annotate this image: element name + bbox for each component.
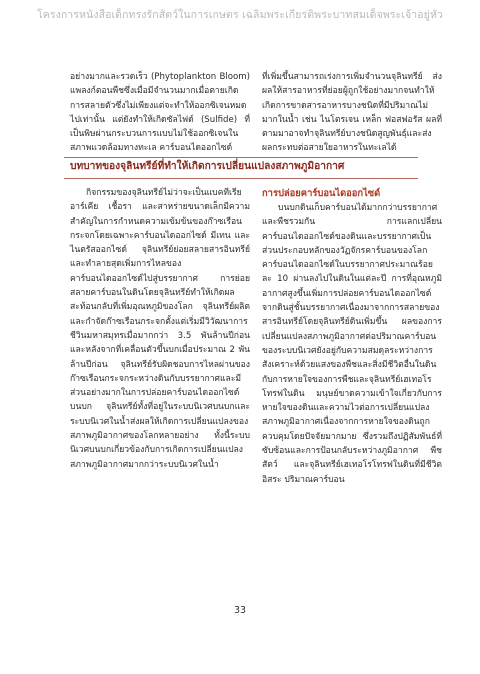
running-header: โครงการหนังสือเด็กทรงรักสัตว์ในการเกษตร เฉลิมพระเกียรติพระบาทสมเด็จพระเจ้าอยู่หัว — [37, 9, 443, 21]
paragraph: ที่เพิ่มขึ้นสามารถเร่งการเพิ่มจำนวนจุลินทรีย์ ส่งผลให้สารอาหารที่ย่อยผู้ถูกใช้อย่างมากจนทำให้เกิดการขาดสารอาหารบางชนิดที่มีปริมาณไม่มากในน้ำ เช่น ไนโตรเจน เหล็ก ฟอสฟอรัส ผลที่ตามมาอาจทำจุลินทรีย์บางชนิดสูญพันธุ์และส่งผลกระทบต่อสายใยอาหารในทะเลได้ — [262, 72, 442, 154]
paragraph: กิจกรรมของจุลินทรีย์ไม่ว่าจะเป็นแบคทีเรีย อาร์เคีย เชื้อรา และสาหร่ายขนาดเล็กมีความสำคัญในการกำหนดความเข้มข้นของก๊าซเรือนกระจกโดยเฉพาะคาร์บอนไดออกไซด์ มีเทน และไนตรัสออกไซด์ จุลินทรีย์ย่อยสลายสารอินทรีย์และทำลายสุดเพิ่มการไหลของคาร์บอนไดออกไซด์ไปสู่บรรยากาศ การย่อยสลายคาร์บอนในดินโดยจุลินทรีย์ทำให้เกิดผลสะท้อนกลับที่เพิ่มอุณหภูมิของโลก จุลินทรีย์ผลิตและกำจัดก๊าซเรือนกระจกตั้งแต่เริ่มมีวิวัฒนาการชีวินมหาสมุทรเมื่อมากกว่า 3.5 พันล้านปีก่อน และหลังจากที่เคลื่อนตัวขึ้นบกเมื่อประมาณ 2 พันล้านปีก่อน จุลินทรีย์รับผิดชอบการไหลผ่านของก๊าซเรือนกระจกระหว่างดินกับบรรยากาศและมีส่วนอย่างมากในการปล่อยคาร์บอนไดออกไซด์บนบก จุลินทรีย์ทั้งที่อยู่ในระบบนิเวศบนบกและระบบนิเวศในน้ำส่งผลให้เกิดการเปลี่ยนแปลงของสภาพภูมิอากาศของโลกหลายอย่าง ทั้งนี้ระบบนิเวศบนบกเกี่ยวข้องกับการเกิดการเปลี่ยนแปลงสภาพภูมิอากาศมากกว่าระบบนิเวศในน้ำ — [70, 188, 250, 470]
paragraph: บนบกดินเก็บคาร์บอนได้มากกว่าบรรยากาศและพืชรวมกัน การแลกเปลี่ยนคาร์บอนไดออกไซด์ของดินและบรรยากาศเป็นส่วนประกอบหลักของวัฏจักรคาร์บอนของโลก คาร์บอนไดออกไซด์ในบรรยากาศประมาณร้อยละ 10 ผ่านลงไปในดินในแต่ละปี การที่อุณหภูมิอากาศสูงขึ้นเพิ่มการปล่อยคาร์บอนไดออกไซด์จากดินสู่ชั้นบรรยากาศเนื่องมาจากการสลายของสารอินทรีย์โดยจุลินทรีย์ดินเพิ่มขึ้น ผลของการเปลี่ยนแปลงสภาพภูมิอากาศต่อปริมาณคาร์บอนของระบบนิเวศยังอยู่กับความสมดุลระหว่างการสังเคราะห์ด้วยแสงของพืชและสิ่งมีชีวิตอื่นในดินกับการหายใจของการพืชและจุลินทรีย์เฮเทอโรโทรฟในดิน มนุษย์ขาดความเข้าใจเกี่ยวกับการหายใจของดินและความไวต่อการเปลี่ยนแปลงสภาพภูมิอากาศเนื่องจากการหายใจของดินถูกควบคุมโดยปัจจัยมากมาย ซึ่งรวมถึงปฏิสัมพันธ์ที่ซับซ้อนและการป้อนกลับระหว่างภูมิอากาศ พืช สัตว์ และจุลินทรีย์เฮเทอโรโทรฟในดินที่มีชีวิตอิสระ ปริมาณคาร์บอน — [262, 203, 442, 485]
top-text-left-column — [70, 70, 250, 156]
body-left-column — [70, 186, 250, 472]
section-heading: บทบาทของจุลินทรีย์ที่ทำให้เกิดการเปลี่ยนแปลงสภาพภูมิอากาศ — [70, 161, 345, 172]
subsection-heading: การปล่อยคาร์บอนไดออกไซด์ — [262, 188, 381, 199]
top-text-right-column — [262, 70, 442, 156]
page-number: 33 — [233, 605, 247, 616]
body-right-column — [262, 186, 442, 487]
paragraph: อย่างมากและรวดเร็ว (Phytoplankton Bloom) แพลงก์ตอนพืชซึ่งเมื่อมีจำนวนมากเมื่อตายเกิดการสลายตัวซึ่งไม่เพียงแต่จะทำให้ออกซิเจนหมดไปเท่านั้น แต่ยังทำให้เกิดซัลไฟด์ (Sulfide) ที่เป็นพิษผ่านกระบวนการแบบไม่ใช้ออกซิเจนในสภาพแวดล้อมทางทะเล คาร์บอนไดออกไซด์ — [70, 72, 250, 154]
